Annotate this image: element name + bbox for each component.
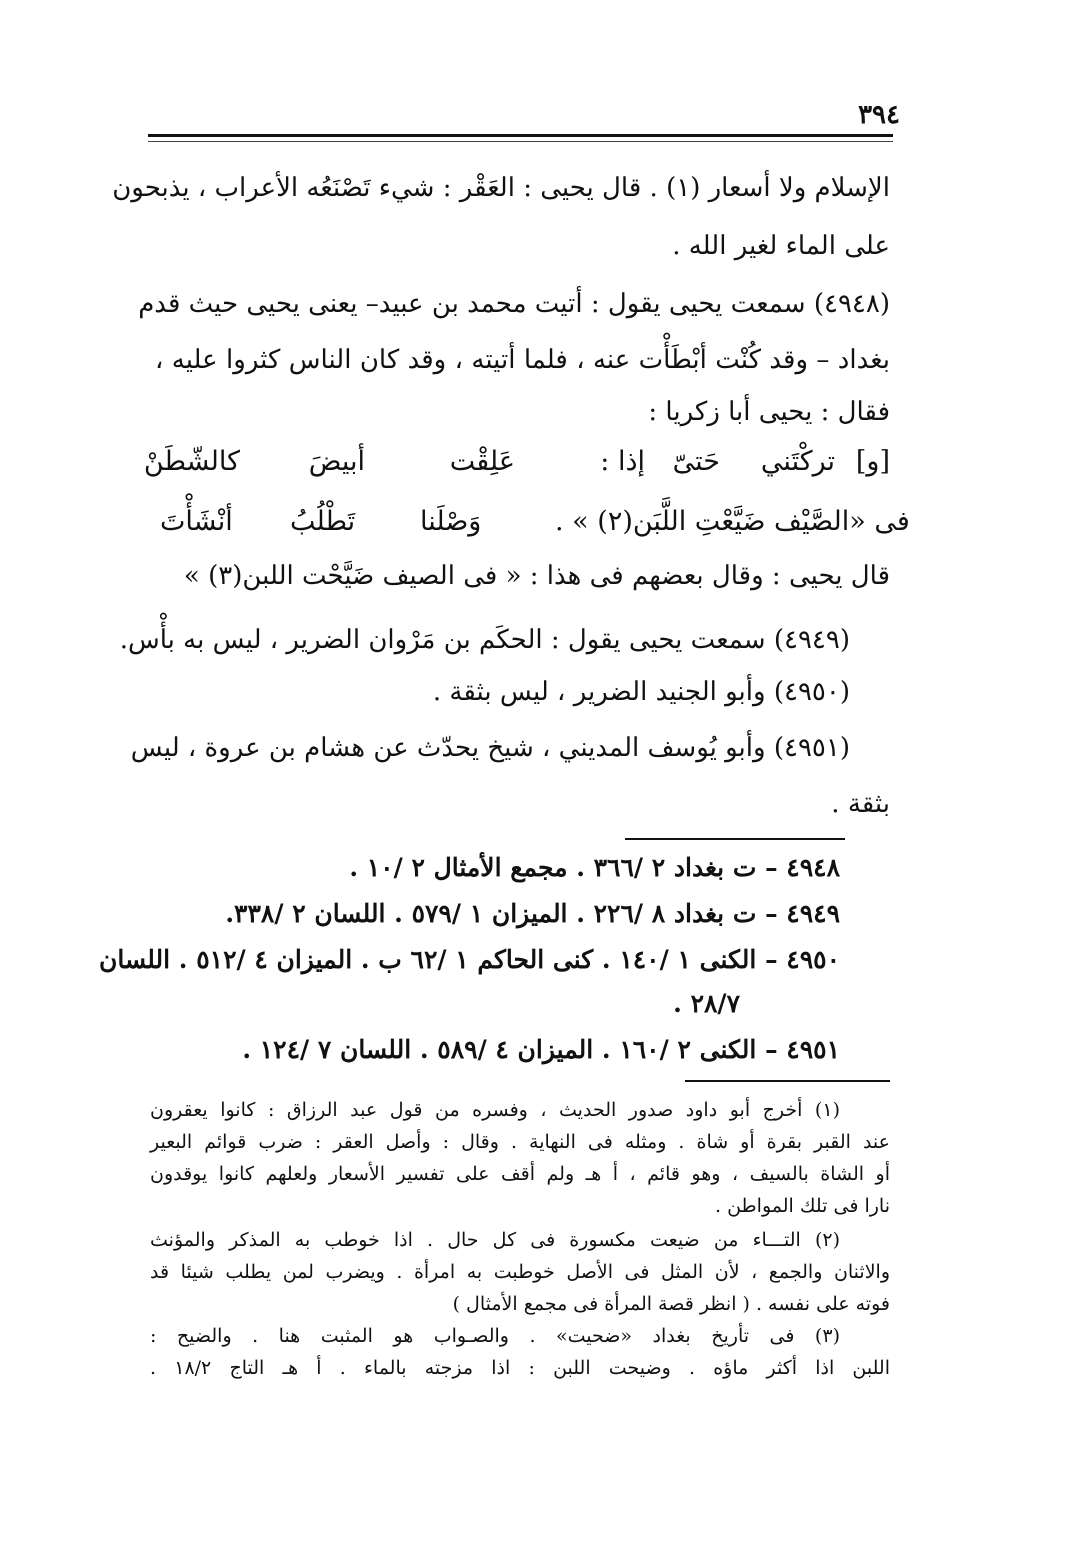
source-4950-line-2: ٢٨/٧ . [673,989,740,1018]
entry-4948-line-2: بغداد – وقد كُنْت أبْطَأْت عنه ، فلما أتيته ، وقد كان الناس كثروا عليه ، [155,345,890,375]
footnotes-separator [685,1080,890,1082]
sources-separator [625,838,845,840]
footnote-1-line-2: عند القبر بقرة أو شاة . ومثله فى النهاية . وقال : وأصل العقر : ضرب قوائم البعير [150,1131,890,1153]
entry-4951-line-2: بثقة . [831,789,890,819]
body-line-2: على الماء لغير الله . [672,231,890,261]
footnote-1-line-3: أو الشاة بالسيف ، وهو قائم ، أ هـ ولم أقف على تفسير الأسعار ولعلهم كانوا يوقدون [150,1163,890,1185]
entry-4948-line-1: (٤٩٤٨) سمعت يحيى يقول : أتيت محمد بن عبيد– يعنى يحيى حيث قدم [138,289,890,319]
source-4950-line-1: ٤٩٥٠ – الكنى ١ /١٤٠ . كنى الحاكم ١ /٦٢ ب . الميزان ٤ /٥١٢ . اللسان [98,945,840,974]
source-4949: ٤٩٤٩ – ت بغداد ٨ /٢٢٦ . الميزان ١ /٥٧٩ . اللسان ٢ /٣٣٨. [225,899,840,928]
verse-word: تَطْلُبُ [290,506,356,537]
verse-word: كالشّطَنْ [143,446,240,477]
footnote-2-line-3: فوته على نفسه . ( انظر قصة المرأة فى مجمع الأمثال ) [452,1293,890,1315]
entry-4951-line-1: (٤٩٥١) وأبو يُوسف المديني ، شيخ يحدّث عن هشام بن عروة ، ليس [130,733,850,763]
entry-4950: (٤٩٥٠) وأبو الجنيد الضرير ، ليس بثقة . [432,677,850,707]
entry-4948-line-3: فقال : يحيى أبا زكريا : [648,397,890,427]
verse-bracket: [و] [855,446,890,477]
verse-line-2-words [160,500,910,544]
header-rule [148,134,893,137]
body-line-1: الإسلام ولا أسعار (١) . قال يحيى : العَقْر : شيء تَصْنَعُه الأعراب ، يذبحون [112,173,890,203]
footnote-2-line-2: والاثنان والجمع ، لأن المثل فى الأصل خوطبت به امرأة . ويضرب لمن يطلب شيئا قد [150,1261,890,1283]
footnote-2-line-1: (٢) التـــاء من ضيعت مكسورة فى كل حال . اذا خوطب به المذكر والمؤنث [150,1229,840,1251]
verse-word: عَلِقْت [449,446,515,477]
verse-word: إذا : [600,446,645,477]
verse-line-1 [143,440,890,484]
source-4948: ٤٩٤٨ – ت بغداد ٢ /٣٦٦ . مجمع الأمثال ٢ /١٠ . [349,853,840,882]
body-line-yahya: قال يحيى : وقال بعضهم فى هذا : « فى الصيف ضَيَّحْت اللبن(٣) » [183,561,890,591]
footnote-1-line-4: نارا فى تلك المواطن . [715,1195,890,1217]
verse-word: تركْتَني [760,446,835,477]
verse-word: فى «الصَّيْف ضَيَّعْتِ اللَّبَن(٢) » . [555,506,910,537]
header-rule-thin [148,141,893,142]
verse-word: أبيضَ [308,446,365,477]
page-number: ٣٩٤ [858,100,900,130]
footnote-1-line-1: (١) أخرج أبو داود صدور الحديث ، وفسره من قول عبد الرزاق : كانوا يعقرون [150,1099,840,1121]
source-4951: ٤٩٥١ – الكنى ٢ /١٦٠ . الميزان ٤ /٥٨٩ . اللسان ٧ /١٢٤ . [242,1035,840,1064]
footnote-3-line-2: اللبن اذا أكثر ماؤه . وضيحت اللبن : اذا مزجته بالماء . أ هـ التاج ١٨/٢ . [150,1357,890,1379]
verse-word: أنْشَأْتَ [160,506,233,537]
verse-word: حَتىّ [672,446,720,477]
footnote-3-line-1: (٣) فى تأريخ بغداد «ضحيت» . والصـواب هو المثبت هنا . والضيح : [150,1325,840,1347]
verse-word: وَصْلَنا [420,506,482,537]
entry-4949: (٤٩٤٩) سمعت يحيى يقول : الحكَم بن مَرْوان الضرير ، ليس به بأْس. [119,625,850,655]
